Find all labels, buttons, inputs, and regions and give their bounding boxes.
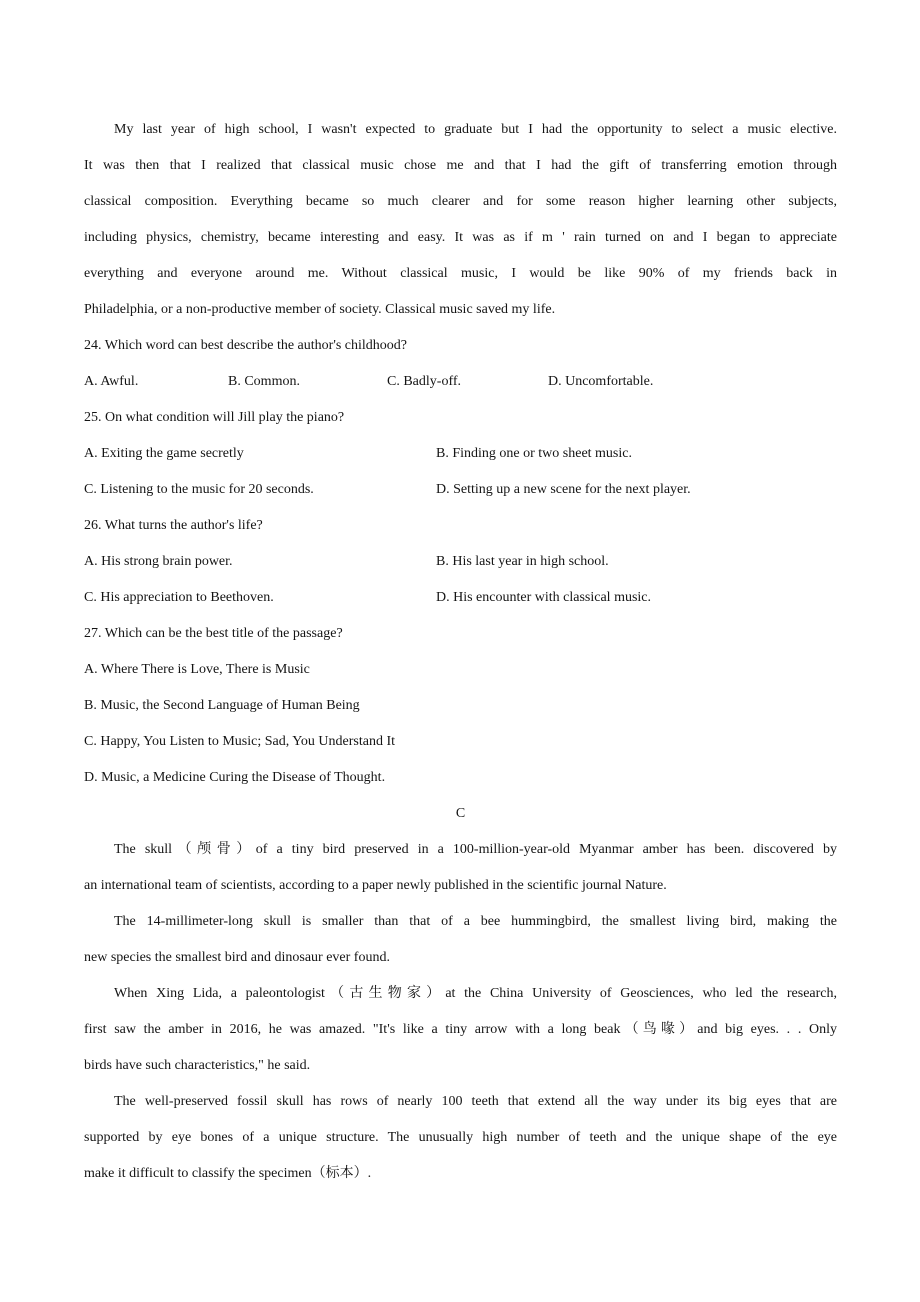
option-26-a: A. His strong brain power.: [84, 554, 233, 569]
option-26-b: B. His last year in high school.: [436, 554, 609, 569]
question-24-options-row: [84, 364, 837, 400]
option-26-c: C. His appreciation to Beethoven.: [84, 590, 274, 605]
question-26-options-row-ab: [84, 544, 837, 580]
passage-line: My last year of high school, I wasn't expected to graduate but I had the opportunity to select a music elective.: [114, 122, 837, 137]
option-24-b: B. Common.: [228, 374, 300, 389]
question-26-options-row-cd: [84, 580, 837, 616]
passage-c-line: new species the smallest bird and dinosaur ever found.: [84, 950, 390, 965]
option-24-a: A. Awful.: [84, 374, 139, 389]
option-27-c: C. Happy, You Listen to Music; Sad, You Understand It: [84, 734, 395, 749]
section-c-label: C: [455, 806, 466, 821]
passage-line: It was then that I realized that classical music chose me and that I had the gift of transferring emotion through: [84, 158, 837, 173]
passage-line: including physics, chemistry, became interesting and easy. It was as if m ' rain turned on and I began to appreciate: [84, 230, 837, 245]
option-25-a: A. Exiting the game secretly: [84, 446, 244, 461]
passage-line: classical composition. Everything became so much clearer and for some reason higher learning other subjects,: [84, 194, 837, 209]
option-24-c: C. Badly-off.: [387, 374, 462, 389]
option-26-d: D. His encounter with classical music.: [436, 590, 652, 605]
option-27-b: B. Music, the Second Language of Human Being: [84, 698, 360, 713]
passage-line: everything and everyone around me. Without classical music, I would be like 90% of my friends back in: [84, 266, 837, 281]
passage-c-line: birds have such characteristics," he said.: [84, 1058, 311, 1073]
passage-c-line: an international team of scientists, according to a paper newly published in the scientific journal Nature.: [84, 878, 667, 893]
option-25-d: D. Setting up a new scene for the next player.: [436, 482, 691, 497]
option-24-d: D. Uncomfortable.: [548, 374, 654, 389]
exam-content: [84, 112, 837, 1192]
question-25-stem: 25. On what condition will Jill play the piano?: [84, 410, 345, 425]
passage-c-line: first saw the amber in 2016, he was amazed. "It's like a tiny arrow with a long beak（鸟喙）and big eyes. . . Only: [84, 1022, 837, 1037]
passage-c-line: The 14-millimeter-long skull is smaller than that of a bee hummingbird, the smallest living bird, making the: [114, 914, 837, 929]
question-24-stem: 24. Which word can best describe the author's childhood?: [84, 338, 408, 353]
option-27-d: D. Music, a Medicine Curing the Disease of Thought.: [84, 770, 386, 785]
question-25-options-row-cd: [84, 472, 837, 508]
option-25-b: B. Finding one or two sheet music.: [436, 446, 632, 461]
passage-c-line: supported by eye bones of a unique structure. The unusually high number of teeth and the unique shape of the eye: [84, 1130, 837, 1145]
passage-c-line: When Xing Lida, a paleontologist（古生物家）at the China University of Geosciences, who led the research,: [114, 986, 837, 1001]
passage-c-line: The well-preserved fossil skull has rows of nearly 100 teeth that extend all the way under its big eyes that are: [114, 1094, 837, 1109]
option-25-c: C. Listening to the music for 20 seconds.: [84, 482, 314, 497]
passage-c-line: make it difficult to classify the specimen（标本）.: [84, 1166, 372, 1181]
question-26-stem: 26. What turns the author's life?: [84, 518, 263, 533]
passage-line: Philadelphia, or a non-productive member of society. Classical music saved my life.: [84, 302, 556, 317]
option-27-a: A. Where There is Love, There is Music: [84, 662, 310, 677]
passage-c-line: The skull（颅骨）of a tiny bird preserved in a 100-million-year-old Myanmar amber has been. discovered by: [114, 842, 837, 857]
question-27-stem: 27. Which can be the best title of the passage?: [84, 626, 343, 641]
question-25-options-row-ab: [84, 436, 837, 472]
